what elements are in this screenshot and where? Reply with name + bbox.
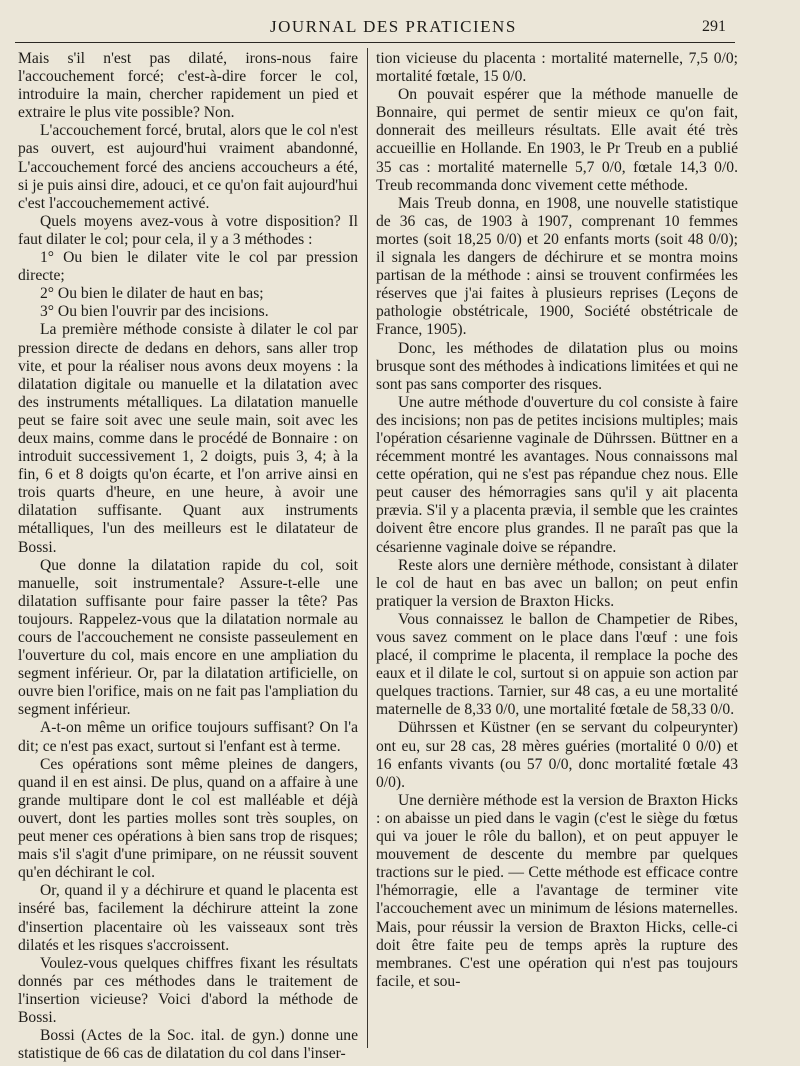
paragraph: Dührssen et Küstner (en se servant du colpeurynter) ont eu, sur 28 cas, 28 mères guéries (mortalité 0 0/0) et 16 enfants vivants (ou 57 0/0, donc mortalité fœtale 43 0/0). xyxy=(376,719,738,791)
right-column xyxy=(376,50,738,991)
paragraph: Mais s'il n'est pas dilaté, irons-nous faire l'accouchement forcé; c'est-à-dire forcer le col, introduire la main, chercher rapidement un pied et extraire le plus vite possible? Non. xyxy=(18,50,358,122)
paragraph: Bossi (Actes de la Soc. ital. de gyn.) donne une statistique de 66 cas de dilatation du col dans l'inser- xyxy=(18,1027,358,1063)
list-item: 1° Ou bien le dilater vite le col par pression directe; xyxy=(18,249,358,285)
paragraph: Une dernière méthode est la version de Braxton Hicks : on abaisse un pied dans le vagin (c'est le siège du fœtus qui va jouer le rôle du ballon), et on peut appuyer le mouvement de descente du membre par quelques tractions sur le pied. — Cette méthode est efficace contre l'hémorragie, elle a l'avantage de terminer vite l'accouchement avec un minimum de lésions maternelles. Mais, pour réussir la version de Braxton Hicks, celle-ci doit être faite peu de temps après la rupture des membranes. C'est une opération qui n'est pas toujours facile, et sou- xyxy=(376,791,738,990)
running-head: JOURNAL DES PRATICIENS xyxy=(270,17,517,36)
list-item: 3° Ou bien l'ouvrir par des incisions. xyxy=(40,303,269,321)
page-header xyxy=(0,0,800,44)
paragraph: Or, quand il y a déchirure et quand le placenta est inséré bas, facilement la déchirure atteint la zone d'insertion placentaire où les vaisseaux sont très dilatés et les risques s'accroissent. xyxy=(18,882,358,954)
paragraph: Reste alors une dernière méthode, consistant à dilater le col de haut en bas avec un ballon; on peut enfin pratiquer la version de Braxton Hicks. xyxy=(376,556,738,610)
paragraph: Mais Treub donna, en 1908, une nouvelle statistique de 36 cas, de 1903 à 1907, comprenant 10 femmes mortes (soit 18,25 0/0) et 20 enfants morts (soit 48 0/0); il signala les dangers de déchirure et se montra moins partisan de la méthode : ainsi se trouvent confirmées les réserves que j'ai faites à plusieurs reprises (Leçons de pathologie obstétricale, 1900, Société obstétricale de France, 1905). xyxy=(376,194,738,339)
list-item: 2° Ou bien le dilater de haut en bas; xyxy=(40,285,264,303)
header-rule xyxy=(15,42,735,43)
paragraph: Que donne la dilatation rapide du col, soit manuelle, soit instrumentale? Assure-t-elle une dilatation suffisante pour faire passer la tête? Pas toujours. Rappelez-vous que la dilatation normale au cours de l'accouchement ne consiste passeulement en l'ouverture du col, mais encore en une ampliation du segment inférieur. Or, par la dilatation artificielle, on ouvre bien l'orifice, mais on ne fait pas l'ampliation du segment inférieur. xyxy=(18,556,358,719)
paragraph: L'accouchement forcé, brutal, alors que le col n'est pas ouvert, est aujourd'hui vraiment abandonné, L'accouchement forcé des anciens accoucheurs a été, si je puis ainsi dire, adouci, et ce qu'on fait aujourd'hui c'est l'accouchemement activé. xyxy=(18,122,358,212)
column-divider xyxy=(367,48,368,1048)
paragraph: A-t-on même un orifice toujours suffisant? On l'a dit; ce n'est pas exact, surtout si l'enfant est à terme. xyxy=(18,719,358,755)
paragraph: tion vicieuse du placenta : mortalité maternelle, 7,5 0/0; mortalité fœtale, 15 0/0. xyxy=(376,50,738,86)
page-number: 291 xyxy=(702,18,726,35)
paragraph: On pouvait espérer que la méthode manuelle de Bonnaire, qui permet de sentir mieux ce qu'on fait, donnerait des meilleurs résultats. Elle avait été très accueillie en Hollande. En 1903, le Pr Treub en a publié 35 cas : mortalité maternelle 5,7 0/0, fœtale 14,3 0/0. Treub recommanda donc vivement cette méthode. xyxy=(376,86,738,194)
paragraph: Voulez-vous quelques chiffres fixant les résultats donnés par ces méthodes dans le traitement de l'insertion vicieuse? Voici d'abord la méthode de Bossi. xyxy=(18,954,358,1026)
left-column xyxy=(18,50,358,1063)
paragraph: Donc, les méthodes de dilatation plus ou moins brusque sont des méthodes à indications limitées et qui ne sont pas sans comporter des risques. xyxy=(376,339,738,393)
paragraph: Une autre méthode d'ouverture du col consiste à faire des incisions; non pas de petites incisions multiples; mais l'opération césarienne vaginale de Dührssen. Büttner en a récemment montré les avantages. Nous connaissons mal cette opération, qui ne s'est pas répandue chez nous. Elle peut causer des hémorragies sans qu'il y ait placenta prævia. S'il y a placenta prævia, il semble que les craintes doivent être encore plus grandes. Il ne paraît pas que la césarienne vaginale doive se répandre. xyxy=(376,393,738,556)
paragraph: Vous connaissez le ballon de Champetier de Ribes, vous savez comment on le place dans l'œuf : une fois placé, il comprime le placenta, il remplace la poche des eaux et il dilate le col, surtout si on appuie son action par quelques tractions. Tarnier, sur 48 cas, a eu une mortalité maternelle de 8,33 0/0, une mortalité fœtale de 58,33 0/0. xyxy=(376,610,738,719)
paragraph: Quels moyens avez-vous à votre disposition? Il faut dilater le col; pour cela, il y a 3 méthodes : xyxy=(18,212,358,248)
paragraph: Ces opérations sont même pleines de dangers, quand il en est ainsi. De plus, quand on a affaire à une grande multipare dont le col est malléable et déjà ouvert, dont les parties molles sont très souples, on peut mener ces opérations à bien sans trop de risques; mais s'il s'agit d'une primipare, on ne réussit souvent qu'en déchirant le col. xyxy=(18,755,358,882)
paragraph: La première méthode consiste à dilater le col par pression directe de dedans en dehors, sans aller trop vite, et pour la réaliser nous avons deux moyens : la dilatation digitale ou manuelle et la dilatation avec des instruments métalliques. La dilatation manuelle peut se faire soit avec une seule main, soit avec les deux mains, comme dans le procédé de Bonnaire : on introduit successivement 1, 2 doigts, puis 3, 4; à la fin, 6 et 8 doigts qu'on écarte, et l'on arrive ainsi en trois quarts d'heure, en une heure, à avoir une dilatation suffisante. Quant aux instruments métalliques, l'un des meilleurs est le dilatateur de Bossi. xyxy=(18,321,358,556)
